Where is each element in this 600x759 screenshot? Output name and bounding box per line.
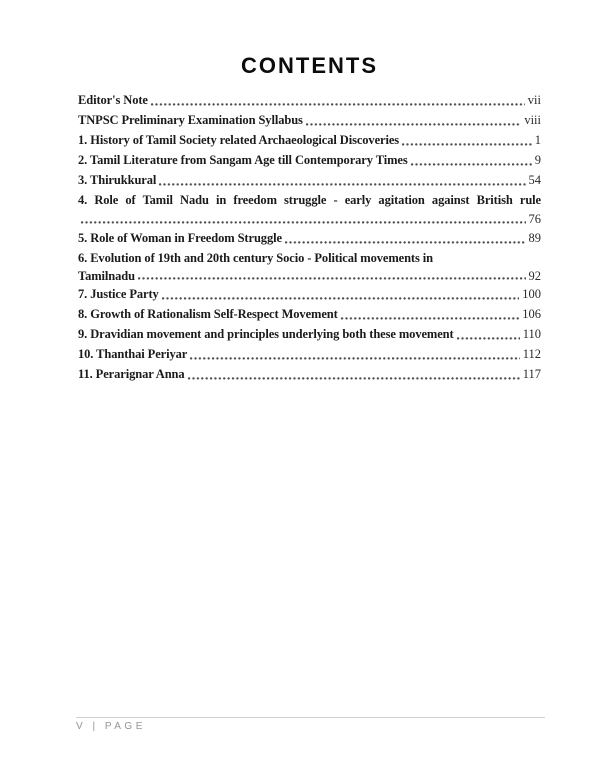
- contents-page: [0, 53, 600, 759]
- toc-entry: [78, 304, 541, 324]
- toc-entry-label: 10. Thanthai Periyar: [78, 347, 188, 361]
- toc-entry-label: Tamilnadu: [78, 269, 136, 283]
- toc-entry: [78, 364, 541, 384]
- toc-entry-page: vii: [527, 93, 541, 107]
- toc-entry: [78, 228, 541, 248]
- page-title: CONTENTS: [241, 53, 378, 78]
- dot-leader: [81, 221, 526, 224]
- toc-entry-page: 112: [522, 347, 541, 361]
- dot-leader: [411, 163, 532, 166]
- toc-entry-page: 89: [528, 231, 541, 245]
- toc-entry-page: 117: [522, 367, 541, 381]
- dot-leader: [162, 297, 520, 300]
- toc-entry-label: 6. Evolution of 19th and 20th century Socio - Political movements in: [78, 251, 434, 265]
- toc-entry-page: 54: [528, 173, 541, 187]
- dot-leader: [306, 123, 522, 126]
- footer-page-label: V | PAGE: [76, 721, 146, 732]
- toc-entry-label: 3. Thirukkural: [78, 173, 157, 187]
- toc-entry: [78, 170, 541, 190]
- dot-leader: [402, 143, 532, 146]
- table-of-contents: [78, 90, 541, 384]
- dot-leader: [138, 277, 525, 280]
- toc-entry-continuation: [78, 210, 541, 228]
- toc-entry: [78, 190, 541, 210]
- toc-entry-page: viii: [524, 113, 541, 127]
- toc-entry: [78, 324, 541, 344]
- toc-entry-label: 11. Perarignar Anna: [78, 367, 185, 381]
- toc-entry-label: 2. Tamil Literature from Sangam Age till Contemporary Times: [78, 153, 408, 167]
- toc-entry: [78, 90, 541, 110]
- toc-entry-page: 92: [528, 269, 541, 283]
- toc-entry-page: 106: [522, 307, 541, 321]
- toc-entry-label: 8. Growth of Rationalism Self-Respect Movement: [78, 307, 338, 321]
- toc-entry-label: Editor's Note: [78, 93, 148, 107]
- toc-entry-label: 5. Role of Woman in Freedom Struggle: [78, 231, 282, 245]
- toc-entry-page: 1: [534, 133, 541, 147]
- toc-entry: [78, 248, 541, 268]
- toc-entry-label: 9. Dravidian movement and principles underlying both these movement: [78, 327, 454, 341]
- dot-leader: [457, 337, 520, 340]
- toc-entry-page: 9: [534, 153, 541, 167]
- dot-leader: [341, 317, 520, 320]
- toc-entry-label: 7. Justice Party: [78, 287, 159, 301]
- toc-entry-continuation: [78, 268, 541, 284]
- toc-entry-label: TNPSC Preliminary Examination Syllabus: [78, 113, 303, 127]
- page-footer: [76, 717, 545, 732]
- toc-entry-page: 76: [528, 212, 541, 226]
- toc-entry-label: 1. History of Tamil Society related Archaeological Discoveries: [78, 133, 400, 147]
- toc-entry: [78, 344, 541, 364]
- toc-entry: [78, 284, 541, 304]
- dot-leader: [188, 377, 520, 380]
- dot-leader: [190, 357, 519, 360]
- toc-entry: [78, 150, 541, 170]
- dot-leader: [285, 241, 526, 244]
- toc-entry-page: 110: [522, 327, 541, 341]
- dot-leader: [151, 103, 525, 106]
- toc-entry-page: 100: [522, 287, 541, 301]
- dot-leader: [159, 183, 525, 186]
- toc-entry: [78, 130, 541, 150]
- toc-entry: [78, 110, 541, 130]
- toc-entry-label: 4. Role of Tamil Nadu in freedom struggle - early agitation against British rule: [78, 193, 541, 207]
